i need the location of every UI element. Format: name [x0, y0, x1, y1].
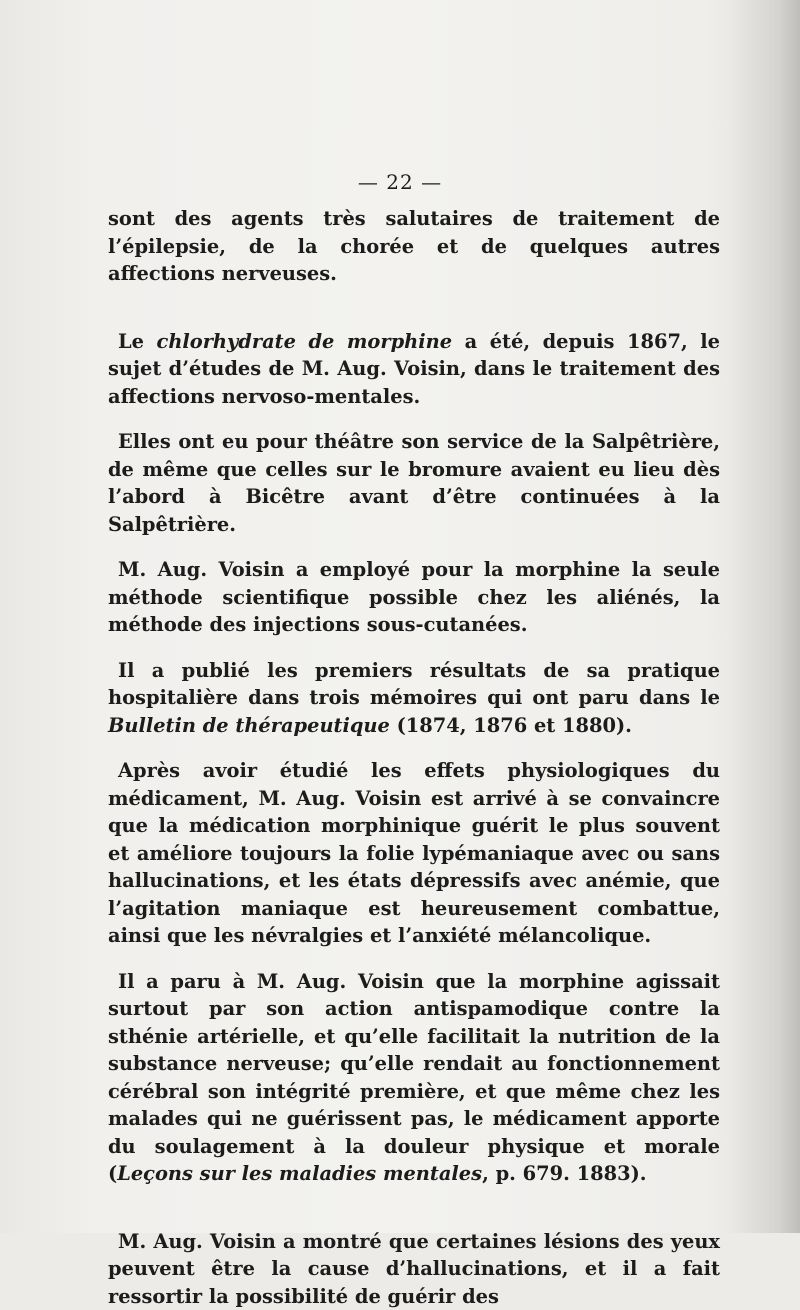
page-number: — 22 — — [0, 170, 800, 194]
paragraph-2-start: Le — [118, 330, 157, 353]
paragraph-7 — [108, 968, 720, 1188]
paragraph-7-start: Il a paru à M. Aug. Voisin que la morphine agissait surtout par son action antispamodique contre la sthénie artérielle, et qu’elle facilitait la nutrition de la substance nerveuse; qu’elle rendait au fonctionnement cérébral son intégrité première, et que même chez les malades qui ne guérissent pas, le médicament apporte du soulagement à la douleur physique et morale ( — [108, 970, 720, 1186]
paragraph-2-end: a été, depuis 1867, le sujet d’études de M. Aug. Voisin, dans le traitement des affections nervoso-mentales. — [108, 330, 720, 408]
paragraph-7-italic: Leçons sur les maladies mentales — [117, 1162, 482, 1185]
paragraph-2 — [108, 328, 720, 411]
paragraph-4: M. Aug. Voisin a employé pour la morphine la seule méthode scientifique possible chez les aliénés, la méthode des injections sous-cutanées. — [108, 556, 720, 639]
paragraph-5 — [108, 657, 720, 740]
paragraph-5-italic: Bulletin de thérapeutique — [108, 714, 390, 737]
paragraph-2-italic: chlorhydrate de morphine — [157, 330, 453, 353]
paragraph-1: sont des agents très salutaires de traitement de l’épilepsie, de la chorée et de quelques autres affections nerveuses. — [108, 205, 720, 288]
paragraph-3: Elles ont eu pour théâtre son service de la Salpêtrière, de même que celles sur le bromure avaient eu lieu dès l’abord à Bicêtre avant d’être continuées à la Salpêtrière. — [108, 428, 720, 538]
body-text — [108, 205, 720, 1310]
paragraph-6: Après avoir étudié les effets physiologiques du médicament, M. Aug. Voisin est arrivé à se convaincre que la médication morphinique guérit le plus souvent et améliore toujours la folie lypémaniaque avec ou sans hallucinations, et les états dépressifs avec anémie, que l’agitation maniaque est heureusement combattue, ainsi que les névralgies et l’anxiété mélancolique. — [108, 757, 720, 950]
paragraph-5-end: (1874, 1876 et 1880). — [390, 714, 632, 737]
paragraph-8: M. Aug. Voisin a montré que certaines lésions des yeux peuvent être la cause d’hallucinations, et il a fait ressortir la possibilité de guérir des — [108, 1228, 720, 1310]
paragraph-7-end: , p. 679. 1883). — [482, 1162, 646, 1185]
paragraph-5-start: Il a publié les premiers résultats de sa pratique hospitalière dans trois mémoires qui ont paru dans le — [108, 659, 720, 710]
